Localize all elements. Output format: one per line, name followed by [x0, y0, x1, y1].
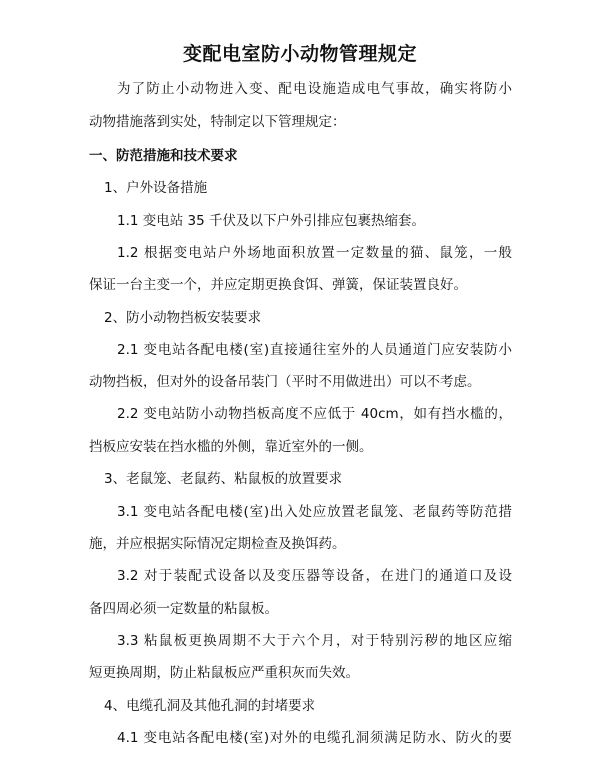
subsection-heading: 4、电缆孔洞及其他孔洞的封堵要求	[104, 698, 316, 714]
clause-line: 挡板应安装在挡水槛的外侧，靠近室外的一侧。	[89, 439, 373, 455]
clause-line: 1.2 根据变电站户外场地面积放置一定数量的猫、鼠笼，一般	[117, 245, 512, 261]
clause-line: 1.1 变电站 35 千伏及以下户外引排应包裹热缩套。	[117, 213, 426, 229]
clause-line: 3.1 变电站各配电楼(室)出入处应放置老鼠笼、老鼠药等防范措	[117, 504, 512, 520]
clause-line: 施，并应根据实际情况定期检查及换饵药。	[89, 536, 346, 552]
clause-line: 3.2 对于装配式设备以及变压器等设备，在进门的通道口及设	[117, 568, 512, 584]
clause-line: 保证一台主变一个，并应定期更换食饵、弹簧，保证装置良好。	[89, 277, 467, 293]
subsection-heading: 1、户外设备措施	[104, 180, 208, 196]
paragraph-line: 动物措施落到实处，特制定以下管理规定：	[89, 114, 346, 130]
clause-line: 2.2 变电站防小动物挡板高度不应低于 40cm，如有挡水槛的，	[117, 406, 512, 422]
clause-line: 动物挡板，但对外的设备吊装门（平时不用做进出）可以不考虑。	[89, 374, 481, 390]
clause-line: 短更换周期，防止粘鼠板应严重积灰而失效。	[89, 665, 359, 681]
clause-line: 备四周必须一定数量的粘鼠板。	[89, 601, 278, 617]
clause-line: 2.1 变电站各配电楼(室)直接通往室外的人员通道门应安装防小	[117, 342, 512, 358]
clause-line: 3.3 粘鼠板更换周期不大于六个月，对于特别污秽的地区应缩	[117, 633, 512, 649]
clause-line: 4.1 变电站各配电楼(室)对外的电缆孔洞须满足防水、防火的要	[117, 730, 512, 746]
paragraph-line: 为了防止小动物进入变、配电设施造成电气事故，确实将防小	[117, 81, 512, 97]
subsection-heading: 3、老鼠笼、老鼠药、粘鼠板的放置要求	[104, 471, 343, 487]
subsection-heading: 2、防小动物挡板安装要求	[104, 310, 262, 326]
section-heading: 一、防范措施和技术要求	[89, 148, 238, 164]
document-title: 变配电室防小动物管理规定	[182, 43, 417, 65]
